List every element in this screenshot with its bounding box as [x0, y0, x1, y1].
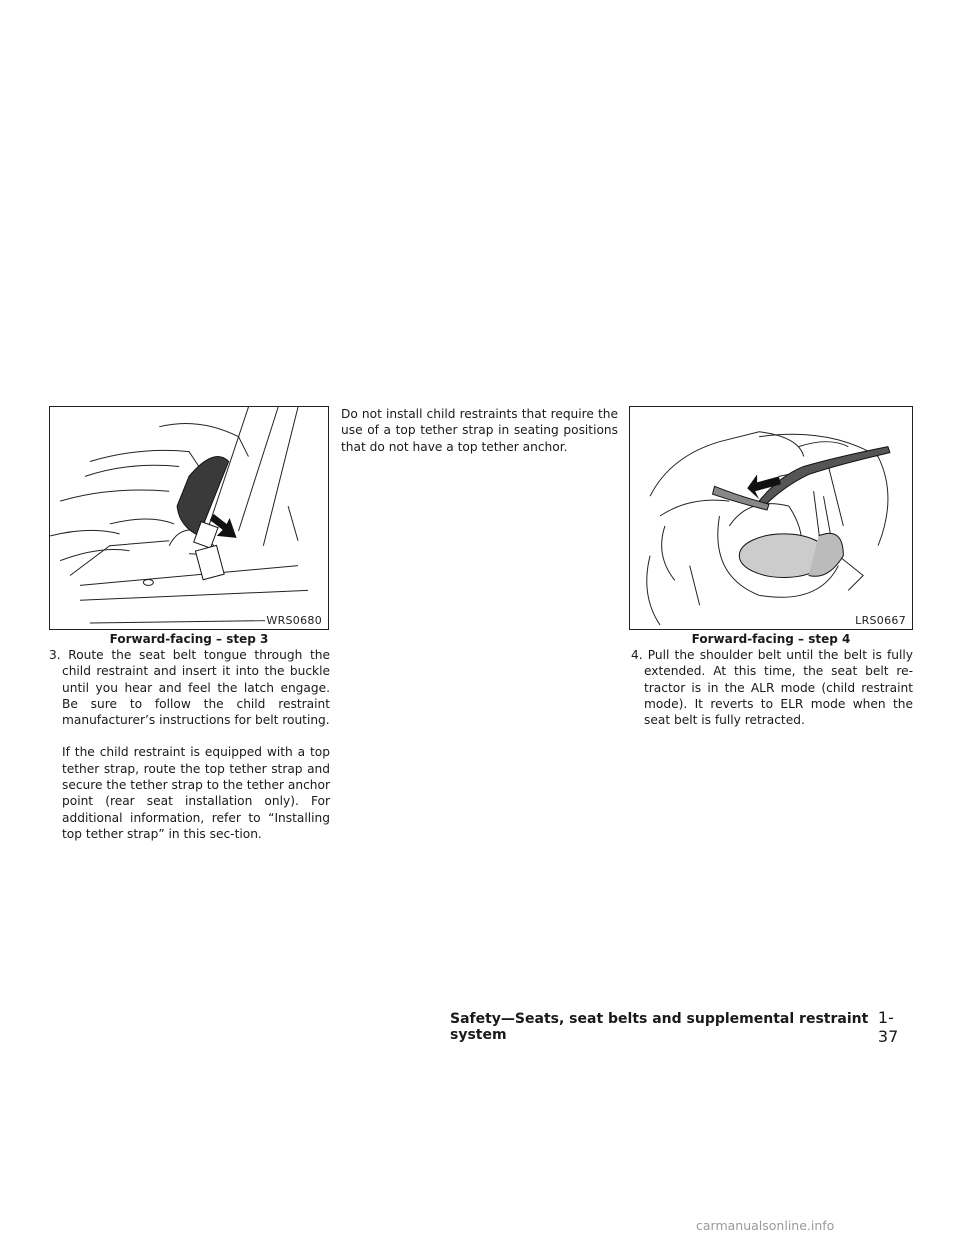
- illustration-shoulder-belt-extension: [630, 407, 912, 629]
- page-footer: [450, 1008, 910, 1046]
- illustration-seat-belt-buckle: [50, 407, 328, 629]
- figure-caption: Forward-facing – step 4: [691, 632, 851, 646]
- figure-code: WRS0680: [266, 614, 322, 627]
- column-1: [49, 647, 330, 842]
- column-2: [341, 406, 618, 455]
- step-4-text: 4. Pull the shoulder belt until the belt is fully extended. At this time, the seat belt re-tractor is in the ALR mode (child restraint mode). It reverts to ELR mode when the seat belt is fully retracted.: [631, 648, 913, 728]
- step-3-note: If the child restraint is equipped with a top tether strap, route the top tether strap and secure the tether strap to the tether anchor point (rear seat installation only). For additional information, refer to “Installing top tether strap” in this sec-tion.: [62, 745, 330, 841]
- warning-text: Do not install child restraints that require the use of a top tether strap in seating positions that do not have a top tether anchor.: [341, 407, 618, 454]
- figure-caption: Forward-facing – step 3: [109, 632, 269, 646]
- section-title: Safety—Seats, seat belts and supplemental restraint system: [450, 1011, 869, 1043]
- page-number: 1-37: [877, 1008, 899, 1046]
- watermark: carmanualsonline.info: [696, 1218, 835, 1233]
- figure-code: LRS0667: [855, 614, 906, 627]
- step-3-text: 3. Route the seat belt tongue through the child restraint and insert it into the buckle until you hear and feel the latch engage. Be sure to follow the child restraint manufacturer’s instructions for belt routing.: [49, 648, 330, 728]
- figure-forward-facing-step-4: [629, 406, 913, 630]
- column-3: [631, 647, 913, 728]
- figure-forward-facing-step-3: [49, 406, 329, 630]
